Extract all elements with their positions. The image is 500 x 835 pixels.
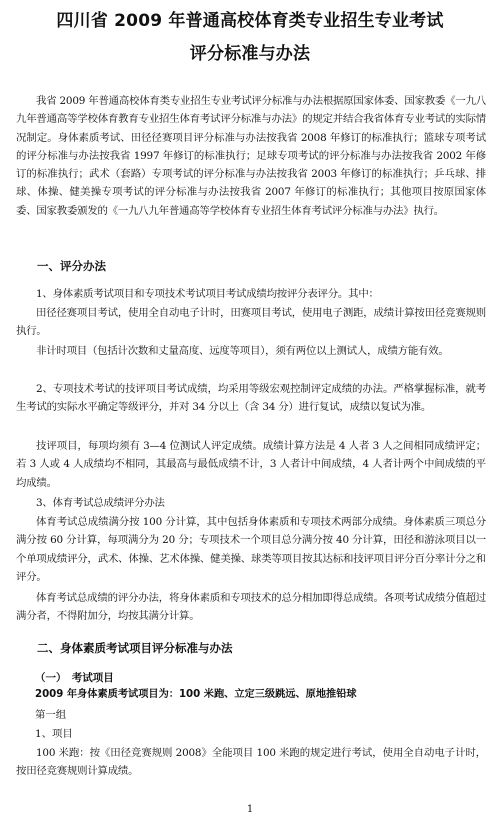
- paragraph-total-score-rule: 体育考试总成绩的评分办法，将身体素质和专项技术的总分相加即得总成绩。各项考试成绩分值超过满分者，不得附加分，均按其满分计算。: [16, 592, 486, 623]
- paragraph-total-score-calculation: 体育考试总成绩满分按 100 分计算，其中包括身体素质和专项技术两部分成绩。身体素质三项总分满分按 60 分计算，每项满分为 20 分；专项技术一个项目总分满分按 40 分计算，田径和游泳项目以一个单项成绩评分，武术、体操、艺术体操、健美操、球类等项目按其达标和技评项目评分百分率计分之和评分。: [16, 516, 486, 583]
- section-heading-physical-fitness: 二、身体素质考试项目评分标准与办法: [37, 641, 233, 655]
- group-label: 第一组: [35, 709, 67, 721]
- document-title-line-2: 评分标准与办法: [189, 44, 311, 64]
- paragraph-total-score-heading: 3、体育考试总成绩评分办法: [36, 497, 165, 509]
- paragraph-scoring-tables: 1、身体素质考试项目和专项技术考试项目考试成绩均按评分表评分。其中：: [36, 288, 379, 300]
- item-label: 1、项目: [35, 728, 73, 740]
- intro-paragraph: 我省 2009 年普通高校体育类专业招生专业考试评分标准与办法根据原国家体委、国家教委《一九八九年普通高等学校体育教育专业招生体育考试评分标准与办法》的规定并结合我省体育专业考试的实际情况制定。身体素质考试、田径径赛项目评分标准与办法按我省 2008 年修订的标准执行；篮球专项考试的评分标准与办法按我省 1997 年修订的标准执行；足球专项考试的评分标准与办法按我省 2002 年修订的标准执行；武术（套路）专项考试的评分标准与办法按我省 2003 年修订的标准执行；乒乓球、排球、体操、健美操专项考试的评分标准与办法按我省 2007 年修订的标准执行；其他项目按原国家体委、国家教委颁发的《一九八九年普通高等学校体育专业招生体育考试评分标准与办法》执行。: [16, 95, 486, 217]
- paragraph-non-timed-events: 非计时项目（包括计次数和丈量高度、远度等项目），须有两位以上测试人，成绩方能有效。: [36, 345, 449, 357]
- document-title-line-1: 四川省 2009 年普通高校体育类专业招生专业考试: [56, 11, 444, 31]
- paragraph-100m-run: 100 米跑：按《田径竞赛规则 2008》全能项目 100 米跑的规定进行考试，使用全自动电子计时，按田径竞赛规则计算成绩。: [16, 747, 486, 778]
- page-number: 1: [246, 804, 254, 815]
- exam-items-line: 2009 年身体素质考试项目为：100 米跑、立定三级跳远、原地推铅球: [35, 689, 357, 700]
- paragraph-judges-method: 技评项目，每项均须有 3—4 位测试人评定成绩。成绩计算方法是 4 人者 3 人之间相同成绩评定；若 3 人或 4 人成绩均不相同，其最高与最低成绩不计，3 人者计中间成绩，4 人者计两个中间成绩的平均成绩。: [16, 440, 486, 489]
- paragraph-technical-grading: 2、专项技术考试的技评项目考试成绩，均采用等级宏观控制评定成绩的办法。严格掌握标准，就考生考试的实际水平确定等级评分，并对 34 分以上（含 34 分）进行复试，成绩以复试为准。: [16, 383, 486, 414]
- paragraph-track-timing: 田径径赛项目考试，使用全自动电子计时，田赛项目考试，使用电子测距，成绩计算按田径竞赛规则执行。: [16, 307, 486, 338]
- section-heading-scoring-method: 一、评分办法: [37, 259, 106, 273]
- subsection-heading-exam-items: （一） 考试项目: [35, 672, 114, 684]
